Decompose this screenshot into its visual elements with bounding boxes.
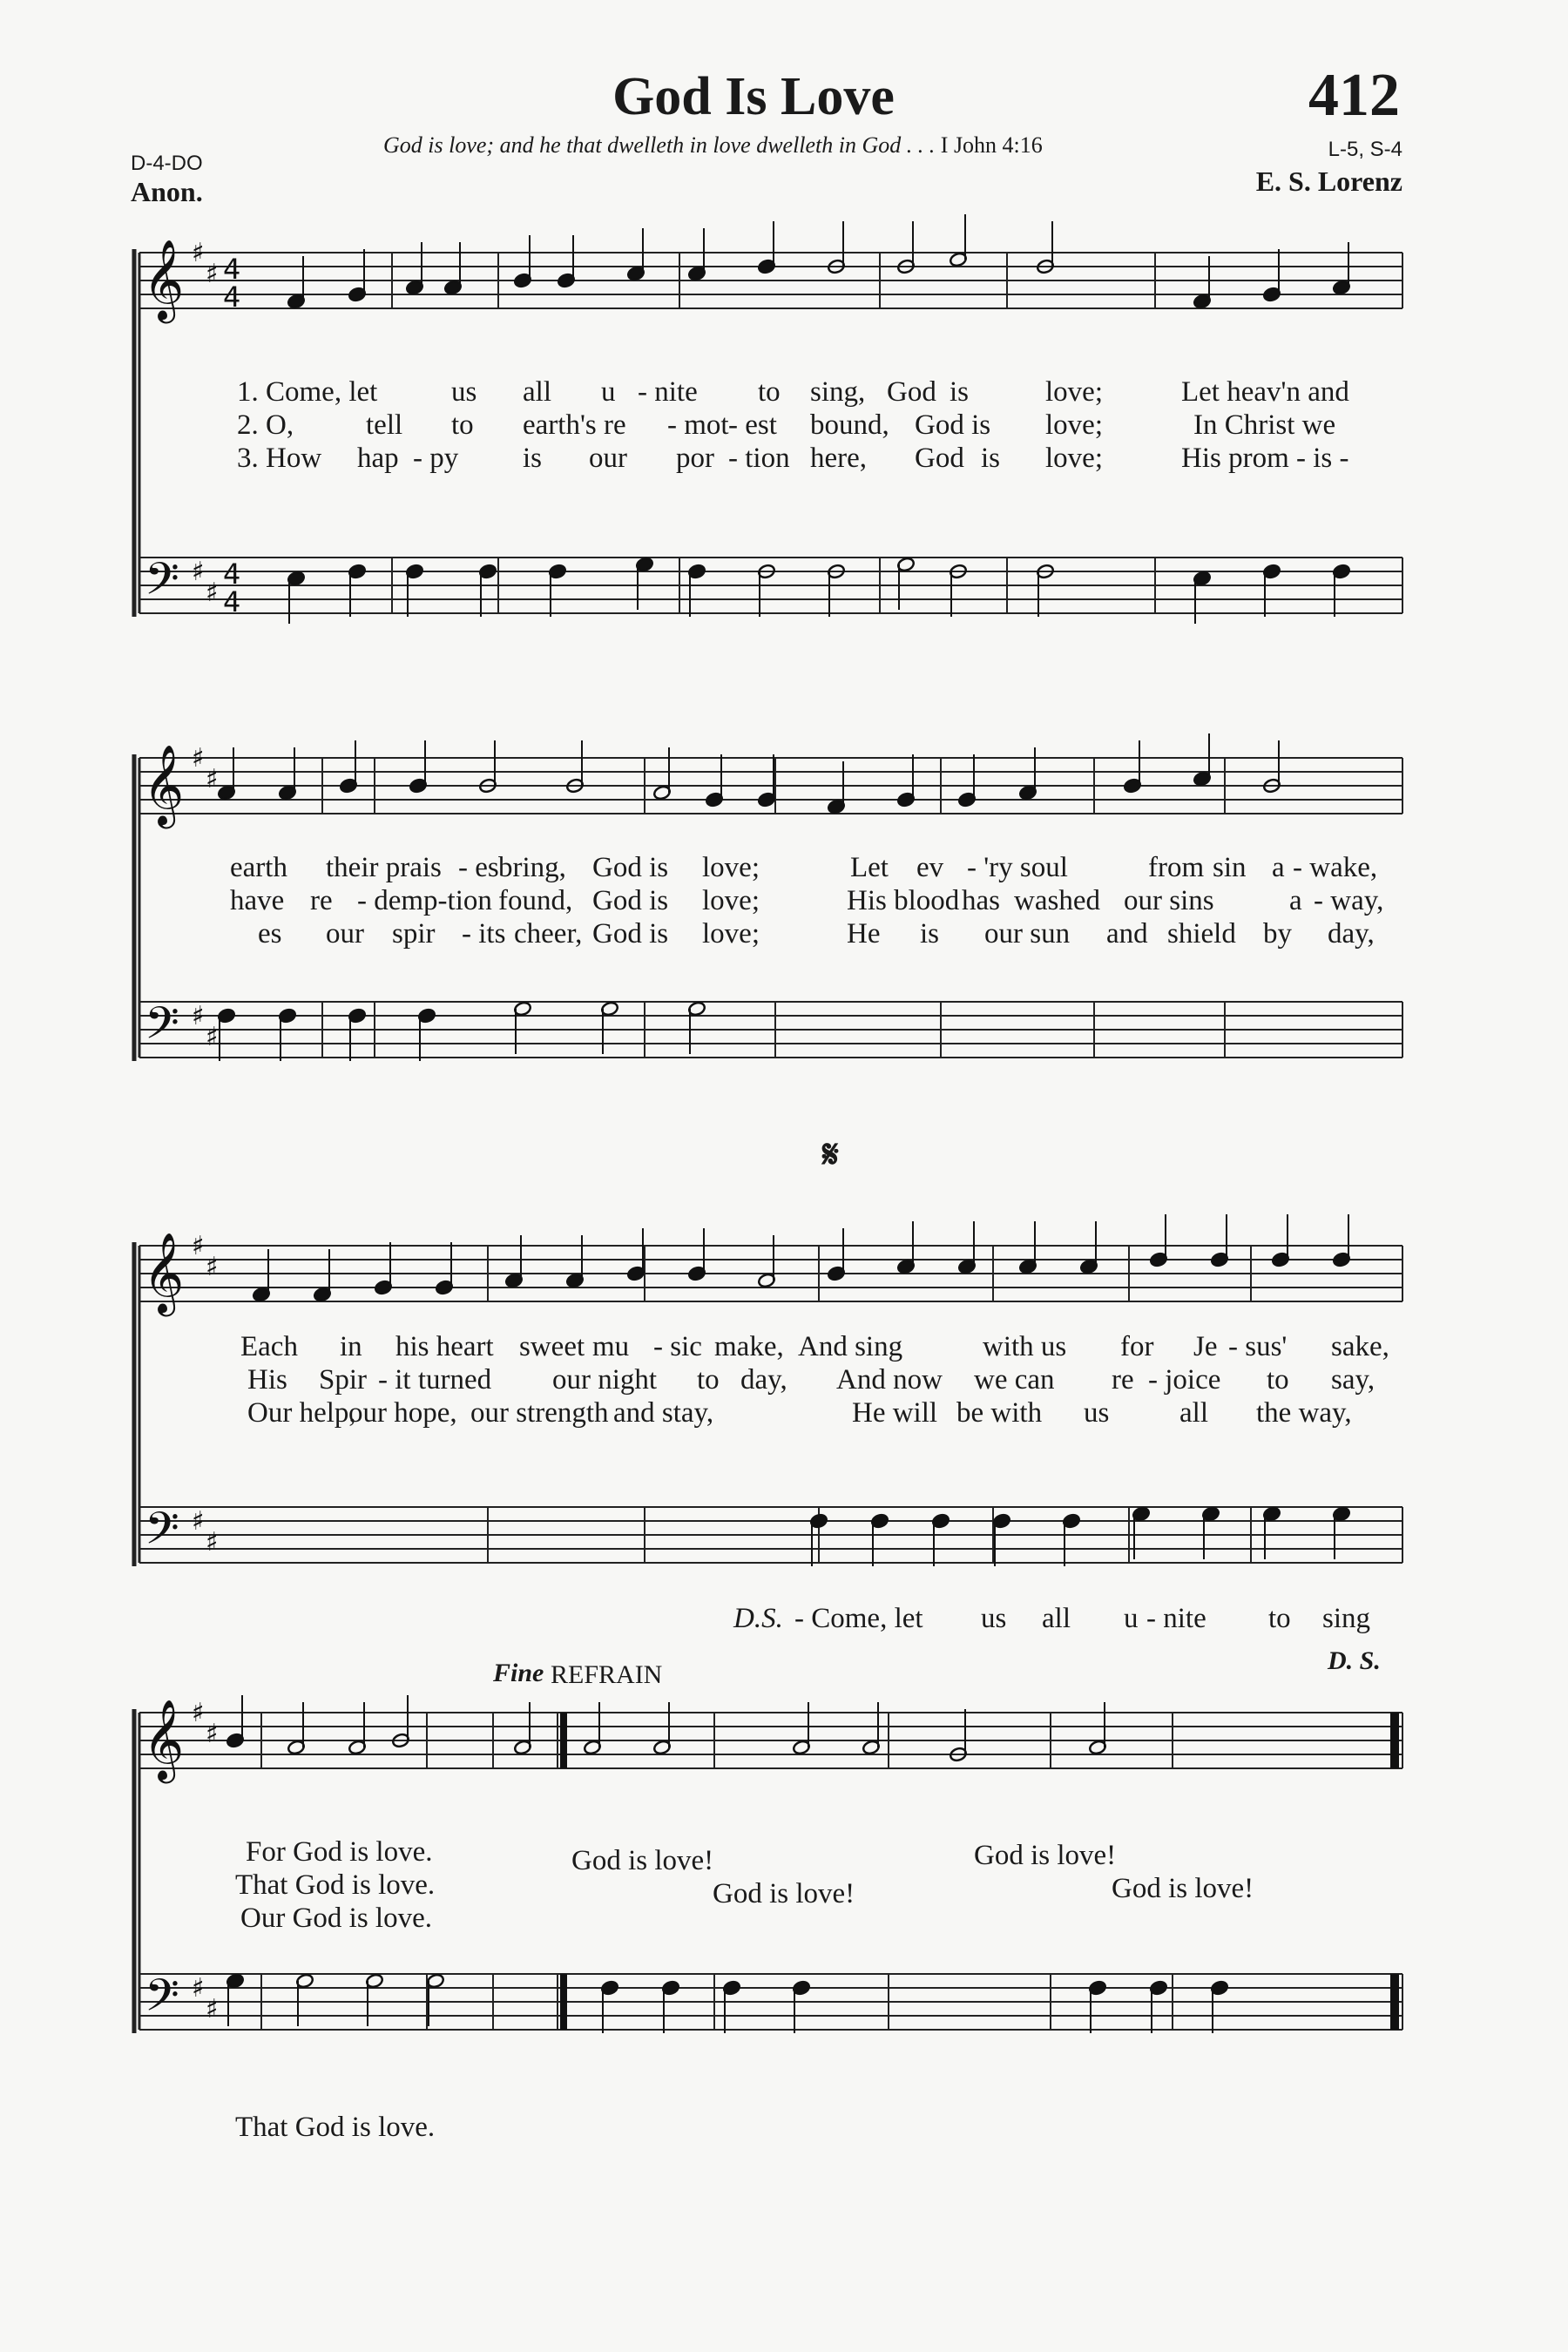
- lyric-syllable: - sic: [653, 1331, 702, 1362]
- lyric-syllable: Let: [850, 852, 889, 883]
- lyric-syllable: spir: [392, 918, 436, 950]
- lyric-syllable: His blood: [847, 885, 960, 916]
- lyric-syllable: sing,: [810, 376, 866, 408]
- lyric-syllable: earth's re: [523, 409, 626, 441]
- lyric-syllable: Each: [240, 1331, 298, 1362]
- lyric-syllable: bound,: [810, 409, 889, 441]
- lyric-syllable: His: [247, 1364, 287, 1396]
- lyric-syllable: is: [920, 918, 940, 950]
- lyric-syllable: by: [1263, 918, 1292, 950]
- sharp-icon: ♯: [192, 557, 205, 587]
- sharp-icon: ♯: [192, 1973, 205, 2004]
- lyric-syllable: washed: [1014, 885, 1100, 916]
- lyric-syllable: our: [326, 918, 364, 950]
- lyric-syllable: all: [523, 376, 551, 408]
- lyric-syllable: sin: [1213, 852, 1247, 883]
- lyric-syllable: our hope,: [348, 1397, 457, 1429]
- sharp-icon: ♯: [192, 1698, 205, 1728]
- lyric-syllable: And sing: [798, 1331, 903, 1362]
- lyric-syllable: day,: [740, 1364, 787, 1396]
- sharp-icon: ♯: [192, 238, 205, 268]
- lyric-syllable: bring,: [498, 852, 566, 883]
- lyric-syllable: love;: [702, 852, 760, 883]
- lyric-syllable: our sun: [984, 918, 1071, 950]
- lyric-syllable: Spir: [319, 1364, 368, 1396]
- verse1-end: For God is love.: [246, 1836, 433, 1868]
- sharp-icon: ♯: [206, 1527, 219, 1558]
- lyric-syllable: our sins: [1124, 885, 1214, 916]
- lyric-syllable: tell: [366, 409, 403, 441]
- time-signature: 4: [223, 558, 241, 591]
- lyric-syllable: re: [310, 885, 333, 916]
- sharp-icon: ♯: [192, 1506, 205, 1537]
- lyric-syllable: shield: [1167, 918, 1236, 950]
- lyric-syllable: all: [1179, 1397, 1208, 1429]
- lyric-syllable: love;: [702, 918, 760, 950]
- lyric-syllable: is: [950, 376, 970, 408]
- bass-clef-icon: 𝄢: [145, 997, 179, 1060]
- lyric-syllable: - its: [462, 918, 506, 950]
- lyric-syllable: re: [1112, 1364, 1134, 1396]
- lyric-syllable: us: [451, 376, 477, 408]
- lyric-syllable: es: [258, 918, 282, 950]
- treble-clef-icon: 𝄞: [143, 239, 185, 320]
- lyric-syllable: u: [1124, 1603, 1139, 1634]
- refrain-b1: God is love!: [713, 1878, 855, 1909]
- bass-echo-lyric: That God is love.: [235, 2112, 436, 2143]
- lyric-syllable: our: [589, 443, 627, 474]
- lyric-syllable: His prom - is -: [1181, 443, 1349, 474]
- lyric-syllable: for: [1120, 1331, 1154, 1362]
- refrain-a2: God is love!: [974, 1840, 1117, 1871]
- lyric-syllable: sake,: [1331, 1331, 1389, 1362]
- lyric-syllable: us: [981, 1603, 1007, 1634]
- bass-clef-icon: 𝄢: [145, 552, 179, 616]
- ds-mark: D. S.: [1328, 1646, 1381, 1675]
- lyric-syllable: is: [523, 443, 543, 474]
- lyric-syllable: a: [1272, 852, 1285, 883]
- lyric-syllable: to: [451, 409, 474, 441]
- lyric-syllable: their prais: [326, 852, 442, 883]
- lyric-syllable: earth: [230, 852, 287, 883]
- lyric-syllable: have: [230, 885, 285, 916]
- hymn-number: 412: [1308, 62, 1400, 129]
- refrain-label: REFRAIN: [551, 1660, 663, 1689]
- lyric-syllable: be with: [956, 1397, 1043, 1429]
- lyric-syllable: make,: [714, 1331, 784, 1362]
- sharp-icon: ♯: [206, 1252, 219, 1282]
- lyric-syllable: - Come, let: [794, 1603, 923, 1634]
- treble-clef-icon: 𝄞: [143, 1699, 185, 1780]
- refrain-a1: God is love!: [571, 1845, 714, 1876]
- lyric-syllable: - est: [728, 409, 777, 441]
- lyric-syllable: love;: [1045, 376, 1103, 408]
- lyric-syllable: in: [340, 1331, 362, 1362]
- lyric-syllable: And now: [836, 1364, 943, 1396]
- lyric-syllable: Our help,: [247, 1397, 356, 1429]
- fine-barline: [560, 1974, 567, 2030]
- lyric-syllable: - tion: [728, 443, 790, 474]
- lyric-syllable: and: [1106, 918, 1148, 950]
- lyric-syllable: 1. Come, let: [237, 376, 378, 408]
- scripture-text: God is love; and he that dwelleth in love dwelleth in God . . .: [383, 132, 936, 158]
- lyric-syllable: say,: [1331, 1364, 1375, 1396]
- lyric-syllable: us: [1084, 1397, 1110, 1429]
- lyric-syllable: ev: [916, 852, 944, 883]
- lyric-syllable: to: [697, 1364, 720, 1396]
- sharp-icon: ♯: [206, 1994, 219, 2024]
- sharp-icon: ♯: [206, 259, 219, 289]
- lyric-syllable: He will: [852, 1397, 938, 1429]
- lyric-syllable: Let heav'n and: [1181, 376, 1349, 408]
- lyric-syllable: love;: [1045, 409, 1103, 441]
- lyric-syllable: is: [981, 443, 1001, 474]
- lyric-syllable: - demp-tion: [357, 885, 492, 916]
- lyric-syllable: day,: [1328, 918, 1375, 950]
- words-author: Anon.: [131, 176, 203, 207]
- lyric-syllable: God: [887, 376, 936, 408]
- scripture-reference: I John 4:16: [940, 132, 1043, 158]
- lyric-syllable: cheer,: [514, 918, 583, 950]
- lyric-syllable: to: [1268, 1603, 1291, 1634]
- lyric-syllable: the way,: [1256, 1397, 1352, 1429]
- lyric-syllable: God is: [915, 409, 991, 441]
- verse3-end: Our God is love.: [240, 1903, 432, 1934]
- time-signature: 4: [223, 253, 241, 286]
- lyric-syllable: God is: [592, 852, 669, 883]
- lyric-syllable: - 'ry soul: [967, 852, 1068, 883]
- tune-code-left: D-4-DO: [131, 152, 203, 175]
- sharp-icon: ♯: [192, 743, 205, 774]
- lyric-syllable: has: [962, 885, 1000, 916]
- fine-barline: [560, 1713, 567, 1768]
- lyric-syllable: God is: [592, 885, 669, 916]
- lyric-syllable: from: [1148, 852, 1205, 883]
- lyric-syllable: - nite: [638, 376, 698, 408]
- lyric-syllable: - it turned: [378, 1364, 492, 1396]
- lyric-syllable: his heart: [395, 1331, 494, 1362]
- lyric-syllable: with us: [983, 1331, 1067, 1362]
- lyric-syllable: por: [676, 443, 714, 474]
- sharp-icon: ♯: [206, 1719, 219, 1749]
- bass-clef-icon: 𝄢: [145, 1969, 179, 2032]
- lyric-syllable: our night: [552, 1364, 658, 1396]
- lyric-syllable: here,: [810, 443, 868, 474]
- tune-code-right: L-5, S-4: [1328, 138, 1402, 161]
- lyric-syllable: - joice: [1148, 1364, 1221, 1396]
- treble-clef-icon: 𝄞: [143, 744, 185, 825]
- sharp-icon: ♯: [206, 578, 219, 608]
- lyric-syllable: hap: [357, 443, 399, 474]
- lyric-syllable: u: [601, 376, 616, 408]
- lyric-syllable: Je: [1193, 1331, 1218, 1362]
- segno-icon: 𝄋: [822, 1133, 839, 1176]
- lyric-syllable: love;: [1045, 443, 1103, 474]
- final-barline: [1390, 1974, 1399, 2030]
- lyric-syllable: D.S.: [733, 1603, 783, 1634]
- lyric-syllable: In Christ we: [1193, 409, 1336, 441]
- lyric-syllable: - wake,: [1293, 852, 1378, 883]
- lyric-syllable: mu: [592, 1331, 630, 1362]
- lyric-syllable: - nite: [1146, 1603, 1206, 1634]
- lyric-syllable: to: [758, 376, 781, 408]
- lyric-syllable: - sus': [1228, 1331, 1288, 1362]
- lyric-syllable: to: [1267, 1364, 1289, 1396]
- sharp-icon: ♯: [192, 1231, 205, 1261]
- lyric-syllable: all: [1042, 1603, 1071, 1634]
- lyric-syllable: sing: [1322, 1603, 1371, 1634]
- lyric-syllable: - py: [413, 443, 459, 474]
- lyric-syllable: we can: [974, 1364, 1055, 1396]
- sharp-icon: ♯: [206, 764, 219, 794]
- lyric-syllable: He: [847, 918, 881, 950]
- lyric-syllable: and stay,: [613, 1397, 714, 1429]
- bass-clef-icon: 𝄢: [145, 1502, 179, 1565]
- time-signature: 4: [223, 585, 241, 618]
- refrain-b2: God is love!: [1112, 1873, 1254, 1904]
- hymn-title: God Is Love: [612, 67, 895, 126]
- lyric-syllable: 2. O,: [237, 409, 294, 441]
- lyric-syllable: 3. How: [237, 443, 322, 474]
- music-composer: E. S. Lorenz: [1255, 166, 1402, 197]
- lyric-syllable: - es: [458, 852, 499, 883]
- sharp-icon: ♯: [206, 1022, 219, 1052]
- time-signature: 4: [223, 280, 241, 314]
- final-barline: [1390, 1713, 1399, 1768]
- treble-clef-icon: 𝄞: [143, 1232, 185, 1313]
- lyric-syllable: sweet: [519, 1331, 585, 1362]
- lyric-syllable: - mot: [667, 409, 729, 441]
- sharp-icon: ♯: [192, 1001, 205, 1031]
- lyric-syllable: found,: [498, 885, 573, 916]
- verse2-end: That God is love.: [235, 1869, 436, 1901]
- lyric-syllable: - way,: [1314, 885, 1384, 916]
- lyric-syllable: God is: [592, 918, 669, 950]
- lyric-syllable: God: [915, 443, 964, 474]
- lyric-syllable: a: [1289, 885, 1302, 916]
- lyric-syllable: love;: [702, 885, 760, 916]
- lyric-syllable: our strength: [470, 1397, 609, 1429]
- fine-mark: Fine: [493, 1659, 544, 1687]
